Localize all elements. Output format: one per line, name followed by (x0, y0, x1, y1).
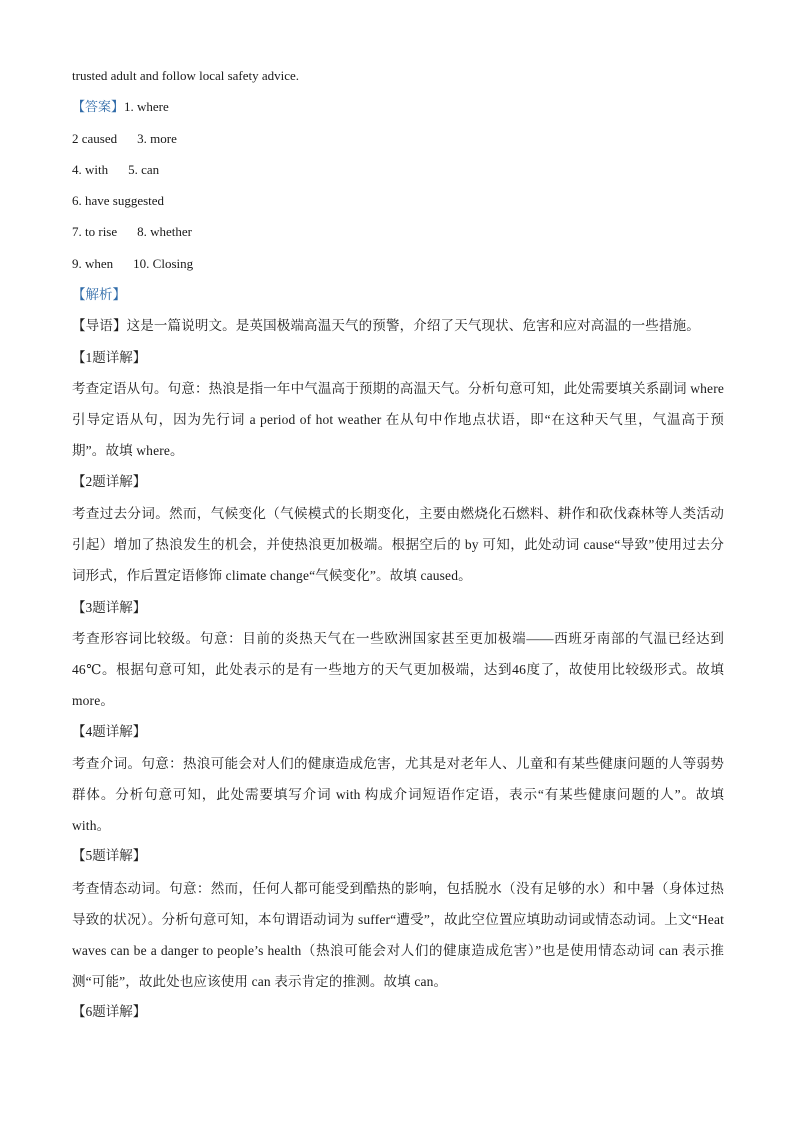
answer-1: 1. where (124, 99, 169, 114)
section-2-heading: 【2题详解】 (72, 474, 147, 489)
answer-line-6 (72, 256, 193, 272)
section-6-heading: 【6题详解】 (72, 1004, 147, 1019)
answer-7: 7. to rise (72, 224, 118, 239)
answer-line-2 (72, 131, 177, 147)
answer-2: 2 caused (72, 131, 118, 146)
section-3-heading: 【3题详解】 (72, 600, 147, 615)
analysis-label: 【解析】 (72, 287, 126, 302)
intro-paragraph: 【导语】这是一篇说明文。是英国极端高温天气的预警，介绍了天气现状、危害和应对高温的一些措施。 (72, 318, 700, 333)
answer-line-5 (72, 224, 192, 240)
section-1-body: 考查定语从句。句意：热浪是指一年中气温高于预期的高温天气。分析句意可知，此处需要填关系副词 where 引导定语从句，因为先行词 a period of hot weather 在从句中作地点状语，即“在这种天气里，气温高于预期”。故填 where。 (72, 381, 724, 458)
answer-label: 【答案】 (72, 99, 125, 114)
answer-6: 6. have suggested (72, 193, 165, 208)
answer-line-4 (72, 193, 164, 209)
answer-9: 9. when (72, 256, 114, 271)
section-4-heading: 【4题详解】 (72, 724, 147, 739)
answer-8: 8. whether (137, 224, 193, 239)
answer-5: 5. can (128, 162, 160, 177)
section-3-body: 考查形容词比较级。句意：目前的炎热天气在一些欧洲国家甚至更加极端——西班牙南部的气温已经达到46℃。根据句意可知，此处表示的是有一些地方的天气更加极端，达到46度了，故使用比较级形式。故填 more。 (72, 631, 724, 708)
answer-line-1 (72, 99, 169, 115)
section-5-body: 考查情态动词。句意：然而，任何人都可能受到酷热的影响，包括脱水（没有足够的水）和中暑（身体过热导致的状况）。分析句意可知，本句谓语动词为 suffer“遭受”，故此空位置应填助动词或情态动词。上文“Heat waves can be a danger to people’s health（热浪可能会对人们的健康造成危害）”也是使用情态动词 can 表示推测“可能”，故此处也应该使用 can 表示肯定的推测。故填 can。 (72, 881, 724, 989)
section-4-body: 考查介词。句意：热浪可能会对人们的健康造成危害，尤其是对老年人、儿童和有某些健康问题的人等弱势群体。分析句意可知，此处需要填写介词 with 构成介词短语作定语，表示“有某些健康问题的人”。故填 with。 (72, 756, 724, 833)
answer-10: 10. Closing (133, 256, 194, 271)
answer-4: 4. with (72, 162, 109, 177)
answer-3: 3. more (137, 131, 177, 146)
answer-line-3 (72, 162, 159, 178)
section-2-body: 考查过去分词。然而，气候变化（气候模式的长期变化，主要由燃烧化石燃料、耕作和砍伐森林等人类活动引起）增加了热浪发生的机会，并使热浪更加极端。根据空后的 by 可知，此处动词 cause“导致”使用过去分词形式，作后置定语修饰 climate change“气候变化”。故填 caused。 (72, 506, 724, 583)
continuation-text: trusted adult and follow local safety advice. (72, 68, 300, 83)
section-1-heading: 【1题详解】 (72, 350, 147, 365)
section-5-heading: 【5题详解】 (72, 848, 147, 863)
